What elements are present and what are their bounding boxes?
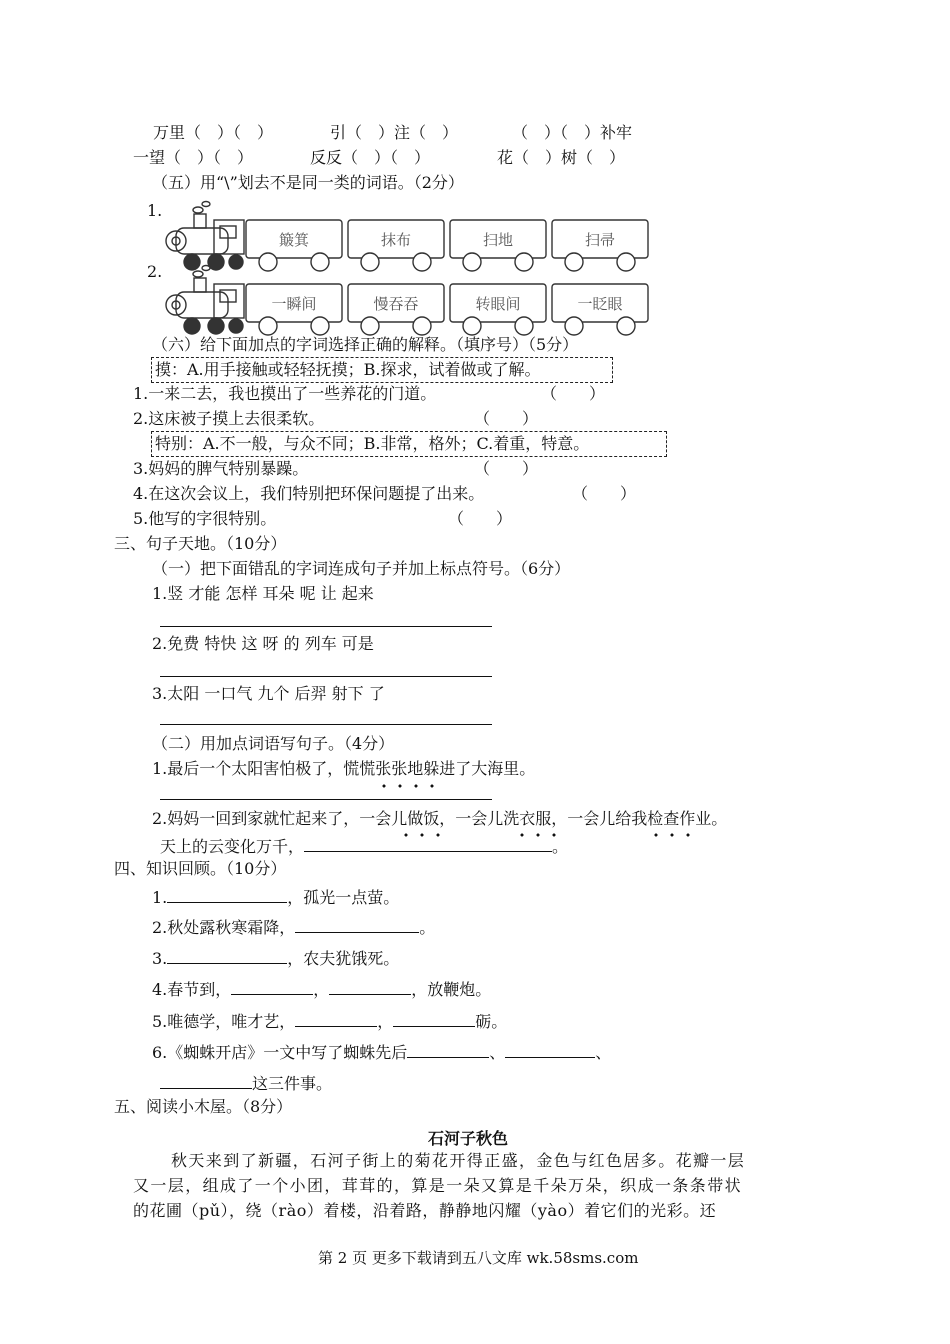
reading-title: 石河子秋色 [428, 1129, 509, 1148]
k4-text: 4.春节到， [152, 980, 232, 999]
k4-blank-2[interactable] [329, 976, 411, 995]
part3-heading: 三、句子天地。（10分） [114, 534, 287, 553]
knowledge-1 [152, 884, 399, 909]
k1-blank[interactable] [167, 884, 287, 903]
k2-blank[interactable] [295, 914, 419, 933]
question-3: 3.妈妈的脾气特别暴躁。 [133, 459, 309, 478]
answer-line-1[interactable] [160, 626, 492, 627]
locomotive-icon [166, 266, 244, 335]
k5-comma: ， [377, 1012, 394, 1031]
definition-2: 特别：A.不一般，与众不同；B.非常，格外；C.着重，特意。 [155, 434, 590, 453]
answer-5[interactable]: （ ） [448, 509, 513, 528]
part3-sub1: （一）把下面错乱的字词连成句子并加上标点符号。（6分） [152, 559, 571, 578]
knowledge-5 [152, 1008, 507, 1033]
knowledge-7 [160, 1070, 332, 1095]
idiom-4: 一望（ ）（ ） [133, 148, 254, 167]
idiom-2: 引（ ）注（ ） [330, 123, 459, 142]
write-prompt-3 [160, 833, 568, 858]
train1-word-4[interactable]: 扫帚 [584, 231, 616, 249]
answer-1[interactable]: （ ） [541, 384, 606, 403]
write-prompt-1: 1.最后一个太阳害怕极了，慌慌张张地躲进了大海里。 [152, 759, 536, 778]
k6-sep-2: 、 [595, 1043, 612, 1062]
k5-blank-2[interactable] [393, 1008, 475, 1027]
reading-line-3: 的花圃（pǔ），绕（rào）着楼，沿着路，静静地闪耀（yào）着它们的光彩。还 [133, 1201, 717, 1220]
train1-word-2[interactable]: 抹布 [380, 231, 412, 249]
answer-3[interactable]: （ ） [474, 459, 539, 478]
answer-blank-5[interactable] [304, 833, 552, 852]
sentence-3: 3.太阳 一口气 九个 后羿 射下 了 [152, 684, 385, 703]
question-5: 5.他写的字很特别。 [133, 509, 277, 528]
write-prompt-2: 2.妈妈一回到家就忙起来了，一会儿做饭，一会儿洗衣服，一会儿给我检查作业。 [152, 809, 728, 828]
question-1: 1.一来二去，我也摸出了一些养花的门道。 [133, 384, 437, 403]
knowledge-4 [152, 976, 491, 1001]
k4-comma: ， [313, 980, 330, 999]
knowledge-6 [152, 1039, 611, 1064]
definition-1: 摸：A.用手接触或轻轻抚摸；B.探求，试着做或了解。 [155, 360, 541, 379]
k5-end: 砺。 [475, 1012, 508, 1031]
train1-word-1[interactable]: 簸箕 [278, 231, 310, 249]
answer-line-4[interactable] [160, 799, 492, 800]
emphasis-dots-4 [648, 833, 696, 837]
idiom-6: 花（ ）树（ ） [497, 148, 626, 167]
k1-text: ，孤光一点萤。 [287, 888, 400, 907]
sentence-2: 2.免费 特快 这 呀 的 列车 可是 [152, 634, 374, 653]
k7-text: 这三件事。 [252, 1074, 333, 1093]
k6-blank-3[interactable] [160, 1070, 252, 1089]
answer-4[interactable]: （ ） [572, 484, 637, 503]
sec5-heading: （五）用“\”划去不是同一类的词语。（2分） [152, 173, 464, 192]
train-1 [162, 200, 662, 274]
sec5-num-2: 2. [147, 262, 163, 281]
knowledge-2 [152, 914, 435, 939]
idiom-3: （ ）（ ）补牢 [512, 123, 633, 142]
reading-line-2: 又一层，组成了一个小团，茸茸的，算是一朵又算是千朵万朵，织成一条条带状 [133, 1176, 743, 1195]
k3-blank[interactable] [167, 945, 287, 964]
k4-blank-1[interactable] [231, 976, 313, 995]
k2-end: 。 [419, 918, 436, 937]
k6-blank-2[interactable] [505, 1039, 595, 1058]
k5-text: 5.唯德学，唯才艺， [152, 1012, 296, 1031]
answer-2[interactable]: （ ） [474, 409, 539, 428]
k6-text: 6.《蜘蛛开店》一文中写了蜘蛛先后 [152, 1043, 408, 1062]
part3-sub2: （二）用加点词语写句子。（4分） [152, 734, 395, 753]
sec6-heading: （六）给下面加点的字词选择正确的解释。（填序号）（5分） [152, 335, 579, 354]
train2-word-1[interactable]: 一瞬间 [271, 295, 317, 313]
answer-line-2[interactable] [160, 676, 492, 677]
sec5-num-1: 1. [147, 201, 163, 220]
write-prompt-3-end: 。 [552, 837, 569, 856]
train2-word-2[interactable]: 慢吞吞 [373, 295, 419, 313]
page-footer: 第 2 页 更多下载请到五八文库 wk.58sms.com [318, 1249, 639, 1267]
write-prompt-3-start: 天上的云变化万千， [160, 837, 305, 856]
reading-line-1: 秋天来到了新疆，石河子街上的菊花开得正盛，金色与红色居多。花瓣一层 [171, 1151, 746, 1170]
emphasis-dots-1 [376, 784, 446, 788]
train2-word-3[interactable]: 转眼间 [475, 295, 521, 313]
part4-heading: 四、知识回顾。（10分） [114, 859, 287, 878]
question-2: 2.这床被子摸上去很柔软。 [133, 409, 325, 428]
part5-heading: 五、阅读小木屋。（8分） [114, 1097, 293, 1116]
k2-text: 2.秋处露秋寒霜降， [152, 918, 296, 937]
train-2 [162, 264, 662, 338]
k6-sep-1: 、 [489, 1043, 506, 1062]
question-4: 4.在这次会议上，我们特别把环保问题提了出来。 [133, 484, 485, 503]
k4-end: ，放鞭炮。 [411, 980, 492, 999]
k6-blank-1[interactable] [407, 1039, 489, 1058]
locomotive-icon [166, 202, 244, 271]
train2-word-4[interactable]: 一眨眼 [577, 295, 623, 313]
k3-num: 3. [152, 949, 168, 968]
k3-text: ，农夫犹饿死。 [287, 949, 400, 968]
k1-num: 1. [152, 888, 168, 907]
train1-word-3[interactable]: 扫地 [482, 231, 514, 249]
sentence-1: 1.竖 才能 怎样 耳朵 呢 让 起来 [152, 584, 374, 603]
idiom-5: 反反（ ）（ ） [310, 148, 431, 167]
idiom-1: 万里（ ）（ ） [153, 123, 274, 142]
k5-blank-1[interactable] [295, 1008, 377, 1027]
knowledge-3 [152, 945, 399, 970]
answer-line-3[interactable] [160, 724, 492, 725]
